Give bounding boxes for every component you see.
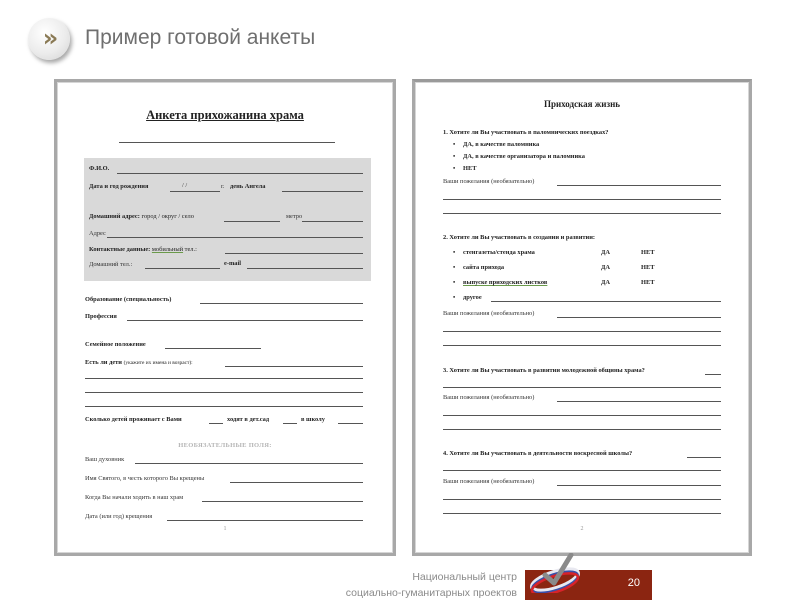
q1-text: 1. Хотите ли Вы участвовать в паломнических поездках?: [443, 129, 609, 136]
q3-wishes-line-3[interactable]: [443, 429, 721, 430]
metro-label: метро: [286, 213, 303, 220]
footer-org-line-2: социально-гуманитарных проектов: [345, 587, 517, 599]
email-field[interactable]: [247, 268, 363, 269]
q2-option-3-yes[interactable]: ДА: [601, 279, 611, 286]
q2-text: 2. Хотите ли Вы участвовать в создании и развитии:: [443, 234, 596, 241]
q4-wishes-field[interactable]: [557, 485, 721, 486]
form-title: Анкета прихожанина храма: [146, 108, 304, 122]
double-chevron-right-icon: »: [42, 23, 56, 52]
q2-wishes-line-2[interactable]: [443, 331, 721, 332]
form-page-1: [54, 79, 396, 556]
q2-option-2: • сайта прихода: [463, 264, 504, 271]
q3-wishes-field[interactable]: [557, 401, 721, 402]
birth-label: Дата и год рождения: [89, 183, 149, 190]
q2-option-2-no[interactable]: НЕТ: [641, 264, 655, 271]
footer-org-line-1: Национальный центр: [412, 571, 517, 583]
education-field[interactable]: [200, 303, 363, 304]
birth-field[interactable]: [170, 191, 220, 192]
kindergarten-field[interactable]: [283, 423, 297, 424]
angel-day-field[interactable]: [282, 191, 363, 192]
kids-live-label: Сколько детей проживает с Вами: [85, 416, 182, 423]
nav-button[interactable]: [28, 18, 70, 60]
profession-label: Профессия: [85, 313, 117, 320]
page-number: 1: [223, 526, 227, 532]
school-field[interactable]: [338, 423, 363, 424]
q2-option-3: • выпуске приходских листков: [463, 279, 547, 286]
q1-wishes-label: Ваши пожелания (необязательно): [443, 178, 535, 185]
q4-text: 4. Хотите ли Вы участвовать в деятельности воскресной школы?: [443, 450, 633, 457]
q2-other-field[interactable]: [491, 301, 721, 302]
saint-name-field[interactable]: [230, 482, 363, 483]
q2-option-1-yes[interactable]: ДА: [601, 249, 611, 256]
metro-field[interactable]: [302, 221, 363, 222]
q3-text: 3. Хотите ли Вы участвовать в развитии молодежной общины храма?: [443, 367, 645, 374]
q2-option-3-no[interactable]: НЕТ: [641, 279, 655, 286]
family-field[interactable]: [165, 348, 261, 349]
family-label: Семейное положение: [85, 341, 146, 348]
confessor-label: Ваш духовник: [85, 456, 125, 463]
confessor-field[interactable]: [135, 463, 363, 464]
q4-wishes-line-3[interactable]: [443, 513, 721, 514]
children-label: Есть ли дети (укажите их имена и возраст):: [85, 359, 193, 366]
start-attending-label: Когда Вы начали ходить в наш храм: [85, 494, 184, 501]
address-field[interactable]: [107, 237, 363, 238]
children-field[interactable]: [225, 366, 363, 367]
q1-option-3[interactable]: • НЕТ: [463, 165, 477, 172]
q1-wishes-field[interactable]: [557, 185, 721, 186]
q3-wishes-line-2[interactable]: [443, 415, 721, 416]
contacts-label: Контактные данные: мобильный тел.:: [89, 246, 197, 253]
angel-day-label: день Ангела: [230, 183, 266, 190]
q3-answer-line-2[interactable]: [443, 387, 721, 388]
kindergarten-label: ходят в дет.сад: [227, 416, 270, 423]
checkmark-ellipse-logo-icon: [527, 553, 587, 593]
optional-header: НЕОБЯЗАТЕЛЬНЫЕ ПОЛЯ:: [178, 442, 272, 449]
q1-option-1[interactable]: • ДА, в качестве паломника: [463, 141, 539, 148]
q3-answer-field[interactable]: [705, 374, 721, 375]
baptism-date-label: Дата (или год) крещения: [85, 513, 153, 520]
q2-option-1: • стенгазеты/стенда храма: [463, 249, 535, 256]
birth-year-suffix: г.: [221, 183, 225, 190]
q2-wishes-field[interactable]: [557, 317, 721, 318]
q2-option-2-yes[interactable]: ДА: [601, 264, 611, 271]
children-field-line-4[interactable]: [85, 406, 363, 407]
q4-answer-field[interactable]: [687, 457, 721, 458]
saint-name-label: Имя Святого, в честь которого Вы крещены: [85, 475, 205, 482]
children-field-line-2[interactable]: [85, 378, 363, 379]
birth-separators: / /: [182, 182, 188, 189]
fio-label: Ф.И.О.: [89, 165, 110, 172]
footer-organization: [346, 569, 517, 600]
q3-wishes-label: Ваши пожелания (необязательно): [443, 394, 535, 401]
q1-option-2[interactable]: • ДА, в качестве организатора и паломника: [463, 153, 585, 160]
baptism-date-field[interactable]: [167, 520, 363, 521]
children-field-line-3[interactable]: [85, 392, 363, 393]
title-rule: [119, 142, 335, 143]
q4-wishes-label: Ваши пожелания (необязательно): [443, 478, 535, 485]
q4-answer-line-2[interactable]: [443, 470, 721, 471]
q4-wishes-line-2[interactable]: [443, 499, 721, 500]
q2-option-1-no[interactable]: НЕТ: [641, 249, 655, 256]
form-page-2: [412, 79, 752, 556]
q2-wishes-label: Ваши пожелания (необязательно): [443, 310, 535, 317]
slide-number: 20: [627, 577, 640, 589]
city-field[interactable]: [224, 221, 280, 222]
fio-field[interactable]: [117, 173, 363, 174]
mobile-field[interactable]: [225, 253, 363, 254]
slide-title: Пример готовой анкеты: [85, 26, 316, 49]
profession-field[interactable]: [127, 320, 363, 321]
start-attending-field[interactable]: [202, 501, 363, 502]
parish-life-title: Приходская жизнь: [543, 99, 621, 109]
q2-wishes-line-3[interactable]: [443, 345, 721, 346]
q1-wishes-line-2[interactable]: [443, 199, 721, 200]
page-number: 2: [580, 526, 584, 532]
q1-wishes-line-3[interactable]: [443, 213, 721, 214]
email-label: e-mail: [224, 260, 242, 267]
home-tel-field[interactable]: [145, 268, 220, 269]
address-label: Адрес: [89, 230, 106, 237]
education-label: Образование (специальность): [85, 296, 172, 303]
school-label: в школу: [301, 416, 325, 423]
home-address-label: Домашний адрес: город / округ / село: [89, 213, 194, 220]
home-tel-label: Домашний тел.:: [89, 261, 133, 268]
kids-live-field[interactable]: [209, 423, 223, 424]
q2-option-other: • другое: [463, 294, 482, 301]
